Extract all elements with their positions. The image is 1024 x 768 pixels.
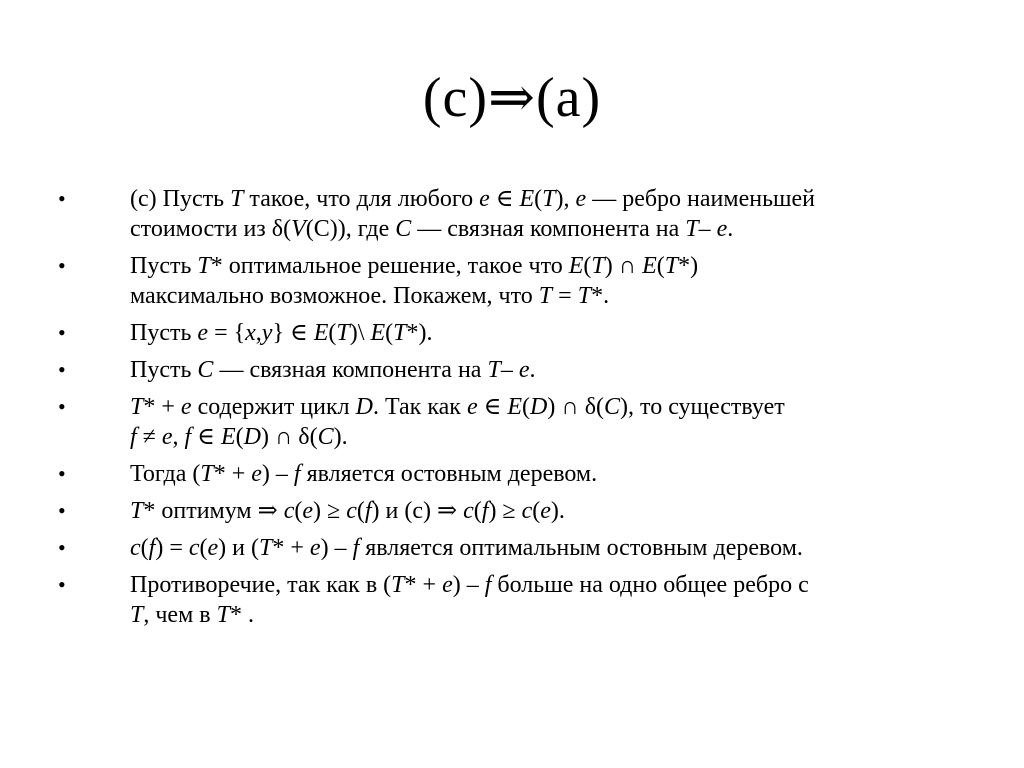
text-segment: ) ≥ [488, 498, 522, 524]
text-segment: , чем в [143, 602, 217, 628]
math-variable: c [283, 498, 295, 524]
bullet-line [130, 214, 958, 244]
math-variable: T [216, 602, 230, 628]
math-variable: C [197, 357, 214, 383]
text-segment: * + [213, 461, 252, 487]
text-segment: ) ∩ δ( [547, 394, 605, 420]
text-segment: ( [140, 535, 149, 561]
text-segment: = { [208, 320, 246, 346]
math-variable: y [261, 320, 273, 346]
math-variable: V [291, 216, 306, 242]
bullet-line [130, 281, 958, 311]
math-variable: e [518, 357, 530, 383]
math-variable: C [395, 216, 412, 242]
bullet-line [130, 355, 958, 385]
text-segment: — связная компонента на [411, 216, 686, 242]
bullet-line [130, 496, 958, 526]
math-variable: c [521, 498, 533, 524]
text-segment: ∈ [477, 394, 508, 420]
math-variable: e [302, 498, 314, 524]
math-variable: f [364, 498, 372, 524]
math-variable: C [317, 424, 334, 450]
text-segment: )\ [349, 320, 371, 346]
bullet-marker: • [58, 535, 66, 560]
bullet-marker: • [58, 498, 66, 523]
text-segment: ( [532, 498, 541, 524]
bullet-item [58, 496, 958, 526]
bullet-line [130, 459, 958, 489]
math-variable: e [251, 461, 262, 487]
text-segment: ( [294, 498, 303, 524]
math-variable: f [484, 572, 492, 598]
math-variable: f [130, 424, 137, 450]
text-segment: Пусть [130, 320, 198, 346]
bullet-item [58, 570, 958, 630]
bullet-line [130, 251, 958, 281]
math-variable: E [568, 253, 584, 279]
text-segment: ( [356, 498, 365, 524]
text-segment: ( [199, 535, 208, 561]
math-variable: f [481, 498, 489, 524]
math-variable: f [148, 535, 156, 561]
text-segment: *. [591, 283, 610, 309]
math-variable: e [161, 424, 173, 450]
math-variable: C [604, 394, 621, 420]
bullet-marker: • [58, 186, 66, 211]
bullet-item [58, 459, 958, 489]
math-variable: T [664, 253, 679, 279]
math-variable: D [243, 424, 261, 450]
text-segment: Противоречие, так как в ( [130, 572, 392, 598]
text-segment: ) и ( [218, 535, 259, 561]
text-segment: ( [534, 186, 543, 212]
slide-title: (c)⇒(a) [422, 67, 602, 129]
text-segment: * + [143, 394, 181, 420]
text-segment: — связная компонента на [213, 357, 488, 383]
text-segment: ∈ [191, 424, 221, 450]
math-variable: D [355, 394, 373, 420]
text-segment: такое, что для любого [243, 186, 480, 212]
bullet-line [130, 533, 958, 563]
bullet-line [130, 600, 958, 630]
text-segment: больше на одно общее ребро с [491, 572, 809, 598]
math-variable: E [642, 253, 657, 279]
text-segment: , [255, 320, 262, 346]
math-variable: T [200, 461, 214, 487]
math-variable: T [130, 394, 144, 420]
math-variable: T [130, 602, 144, 628]
math-variable: E [220, 424, 236, 450]
text-segment: – [500, 357, 519, 383]
text-segment: , [172, 424, 185, 450]
text-segment: ), [555, 186, 576, 212]
math-variable: T [130, 498, 144, 524]
math-variable: e [716, 216, 728, 242]
text-segment: } ∈ [272, 320, 314, 346]
math-variable: e [479, 186, 490, 212]
math-variable: c [188, 535, 200, 561]
text-segment: ( [583, 253, 592, 279]
bullet-marker: • [58, 461, 66, 486]
text-segment: ( [522, 394, 531, 420]
bullet-line [130, 318, 958, 348]
bullet-item [58, 318, 958, 348]
text-segment: . Так как [372, 394, 467, 420]
bullet-item [58, 533, 958, 563]
math-variable: e [575, 186, 587, 212]
text-segment: ) – [452, 572, 485, 598]
math-variable: x [245, 320, 256, 346]
math-variable: E [313, 320, 329, 346]
text-segment: ). [550, 498, 565, 524]
text-segment: содержит цикл [191, 394, 356, 420]
math-variable: e [442, 572, 453, 598]
math-variable: T [542, 186, 556, 212]
text-segment: * . [229, 602, 254, 628]
math-variable: e [207, 535, 219, 561]
bullet-line [130, 422, 958, 452]
text-segment: ) и (c) ⇒ [371, 498, 464, 524]
text-segment: . [727, 216, 734, 242]
text-segment: – [698, 216, 717, 242]
math-variable: e [540, 498, 551, 524]
bullet-item [58, 251, 958, 311]
text-segment: * + [272, 535, 310, 561]
math-variable: f [293, 461, 301, 487]
bullet-item [58, 184, 958, 244]
bullet-line [130, 184, 958, 214]
text-segment: ( [328, 320, 337, 346]
text-segment: ). [333, 424, 348, 450]
math-variable: e [466, 394, 478, 420]
text-segment: *) [678, 253, 699, 279]
text-segment: стоимости из δ( [130, 216, 292, 242]
text-segment: (c) Пусть [130, 186, 231, 212]
bullet-line [130, 392, 958, 422]
math-variable: E [519, 186, 535, 212]
math-variable: T [393, 320, 407, 346]
bullet-marker: • [58, 394, 66, 419]
bullet-item [58, 355, 958, 385]
math-variable: T [230, 186, 244, 212]
text-segment: ( [235, 424, 244, 450]
math-variable: T [591, 253, 605, 279]
text-segment: Пусть [130, 357, 198, 383]
bullet-line [130, 570, 958, 600]
math-variable: E [507, 394, 523, 420]
math-variable: E [370, 320, 386, 346]
math-variable: T [577, 283, 592, 309]
bullet-list [58, 184, 958, 637]
text-segment: ( [656, 253, 665, 279]
text-segment: ), то существует [620, 394, 785, 420]
bullet-marker: • [58, 357, 66, 382]
math-variable: T [259, 535, 273, 561]
text-segment: Тогда ( [130, 461, 201, 487]
text-segment: является остовным деревом. [300, 461, 598, 487]
math-variable: T [391, 572, 405, 598]
text-segment: — ребро наименьшей [586, 186, 815, 212]
text-segment: Пусть [130, 253, 198, 279]
bullet-marker: • [58, 572, 66, 597]
math-variable: D [530, 394, 548, 420]
text-segment: (C)), где [305, 216, 396, 242]
math-variable: f [184, 424, 192, 450]
text-segment: максимально возможное. Покажем, что [130, 283, 539, 309]
math-variable: f [352, 535, 360, 561]
math-variable: T [487, 357, 501, 383]
text-segment: ) – [261, 461, 294, 487]
bullet-marker: • [58, 253, 66, 278]
bullet-marker: • [58, 320, 66, 345]
math-variable: c [463, 498, 474, 524]
text-segment: * оптимум ⇒ [143, 498, 284, 524]
math-variable: T [538, 283, 553, 309]
bullet-item [58, 392, 958, 452]
text-segment: ∈ [489, 186, 520, 212]
math-variable: e [309, 535, 321, 561]
text-segment: является оптимальным остовным деревом. [359, 535, 803, 561]
math-variable: c [130, 535, 141, 561]
text-segment: * + [404, 572, 443, 598]
math-variable: e [180, 394, 192, 420]
text-segment: ) ∩ δ( [260, 424, 318, 450]
text-segment: *). [406, 320, 433, 346]
text-segment: ) ∩ [604, 253, 643, 279]
text-segment: ) = [155, 535, 189, 561]
text-segment: ≠ [136, 424, 162, 450]
math-variable: c [346, 498, 357, 524]
math-variable: T [197, 253, 211, 279]
text-segment: ( [473, 498, 482, 524]
text-segment: . [529, 357, 536, 383]
text-segment: ) ≥ [313, 498, 347, 524]
math-variable: T [336, 320, 350, 346]
math-variable: T [685, 216, 699, 242]
text-segment: ) – [320, 535, 353, 561]
text-segment: = [552, 283, 578, 309]
text-segment: ( [385, 320, 394, 346]
math-variable: e [197, 320, 209, 346]
text-segment: * оптимальное решение, такое что [210, 253, 569, 279]
